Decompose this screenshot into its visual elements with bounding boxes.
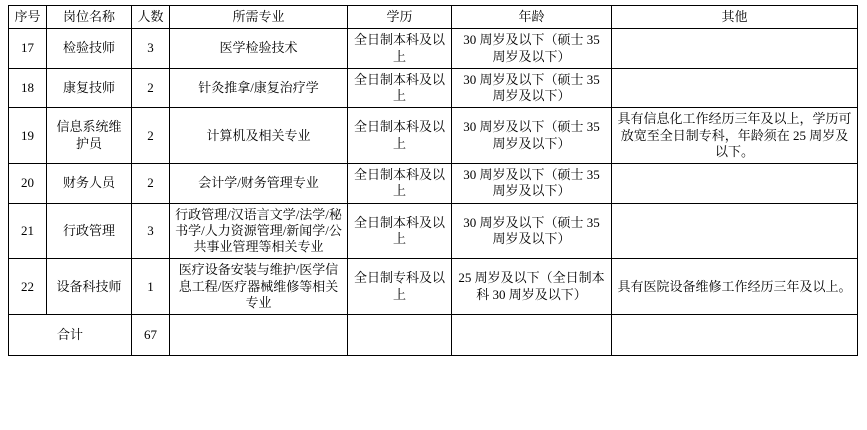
cell-major: 医疗设备安装与维护/医学信息工程/医疗器械维修等相关专业 xyxy=(170,259,348,315)
cell-age: 30 周岁及以下（硕士 35 周岁及以下） xyxy=(452,68,612,108)
cell-age: 30 周岁及以下（硕士 35 周岁及以下） xyxy=(452,108,612,164)
cell-major: 会计学/财务管理专业 xyxy=(170,164,348,204)
recruitment-table xyxy=(8,5,858,356)
cell-other: 具有信息化工作经历三年及以上，学历可放宽至全日制专科，年龄须在 25 周岁及以下。 xyxy=(612,108,858,164)
cell-total-num: 67 xyxy=(132,315,170,356)
table-row xyxy=(9,29,858,69)
cell-post: 行政管理 xyxy=(47,203,132,259)
cell-other xyxy=(612,203,858,259)
cell-post: 检验技师 xyxy=(47,29,132,69)
cell-num: 3 xyxy=(132,203,170,259)
table-row xyxy=(9,108,858,164)
cell-seq: 18 xyxy=(9,68,47,108)
cell-age: 30 周岁及以下（硕士 35 周岁及以下） xyxy=(452,29,612,69)
cell-num: 2 xyxy=(132,68,170,108)
cell-post: 财务人员 xyxy=(47,164,132,204)
cell-age: 25 周岁及以下（全日制本科 30 周岁及以下） xyxy=(452,259,612,315)
table-row xyxy=(9,164,858,204)
table-total-row xyxy=(9,315,858,356)
cell-total-age xyxy=(452,315,612,356)
cell-num: 3 xyxy=(132,29,170,69)
cell-major: 针灸推拿/康复治疗学 xyxy=(170,68,348,108)
cell-total-other xyxy=(612,315,858,356)
column-header-major: 所需专业 xyxy=(170,6,348,29)
cell-total-major xyxy=(170,315,348,356)
cell-post: 信息系统维护员 xyxy=(47,108,132,164)
cell-education: 全日制专科及以上 xyxy=(348,259,452,315)
cell-education: 全日制本科及以上 xyxy=(348,164,452,204)
cell-seq: 20 xyxy=(9,164,47,204)
cell-other xyxy=(612,68,858,108)
table-row xyxy=(9,68,858,108)
cell-age: 30 周岁及以下（硕士 35 周岁及以下） xyxy=(452,164,612,204)
cell-num: 2 xyxy=(132,164,170,204)
cell-education: 全日制本科及以上 xyxy=(348,68,452,108)
cell-major: 计算机及相关专业 xyxy=(170,108,348,164)
column-header-other: 其他 xyxy=(612,6,858,29)
cell-other xyxy=(612,164,858,204)
cell-post: 设备科技师 xyxy=(47,259,132,315)
cell-seq: 21 xyxy=(9,203,47,259)
table-header-row xyxy=(9,6,858,29)
cell-major: 行政管理/汉语言文学/法学/秘书学/人力资源管理/新闻学/公共事业管理等相关专业 xyxy=(170,203,348,259)
cell-num: 1 xyxy=(132,259,170,315)
table-row xyxy=(9,259,858,315)
cell-other: 具有医院设备维修工作经历三年及以上。 xyxy=(612,259,858,315)
cell-post: 康复技师 xyxy=(47,68,132,108)
table-body xyxy=(9,29,858,356)
cell-total-education xyxy=(348,315,452,356)
table-header xyxy=(9,6,858,29)
recruitment-table-page xyxy=(0,5,867,430)
cell-seq: 19 xyxy=(9,108,47,164)
cell-num: 2 xyxy=(132,108,170,164)
cell-seq: 22 xyxy=(9,259,47,315)
cell-education: 全日制本科及以上 xyxy=(348,29,452,69)
column-header-education: 学历 xyxy=(348,6,452,29)
cell-total-label: 合计 xyxy=(9,315,132,356)
column-header-seq: 序号 xyxy=(9,6,47,29)
cell-major: 医学检验技术 xyxy=(170,29,348,69)
cell-other xyxy=(612,29,858,69)
cell-seq: 17 xyxy=(9,29,47,69)
cell-education: 全日制本科及以上 xyxy=(348,203,452,259)
column-header-post: 岗位名称 xyxy=(47,6,132,29)
column-header-age: 年龄 xyxy=(452,6,612,29)
column-header-num: 人数 xyxy=(132,6,170,29)
table-row xyxy=(9,203,858,259)
cell-education: 全日制本科及以上 xyxy=(348,108,452,164)
cell-age: 30 周岁及以下（硕士 35 周岁及以下） xyxy=(452,203,612,259)
